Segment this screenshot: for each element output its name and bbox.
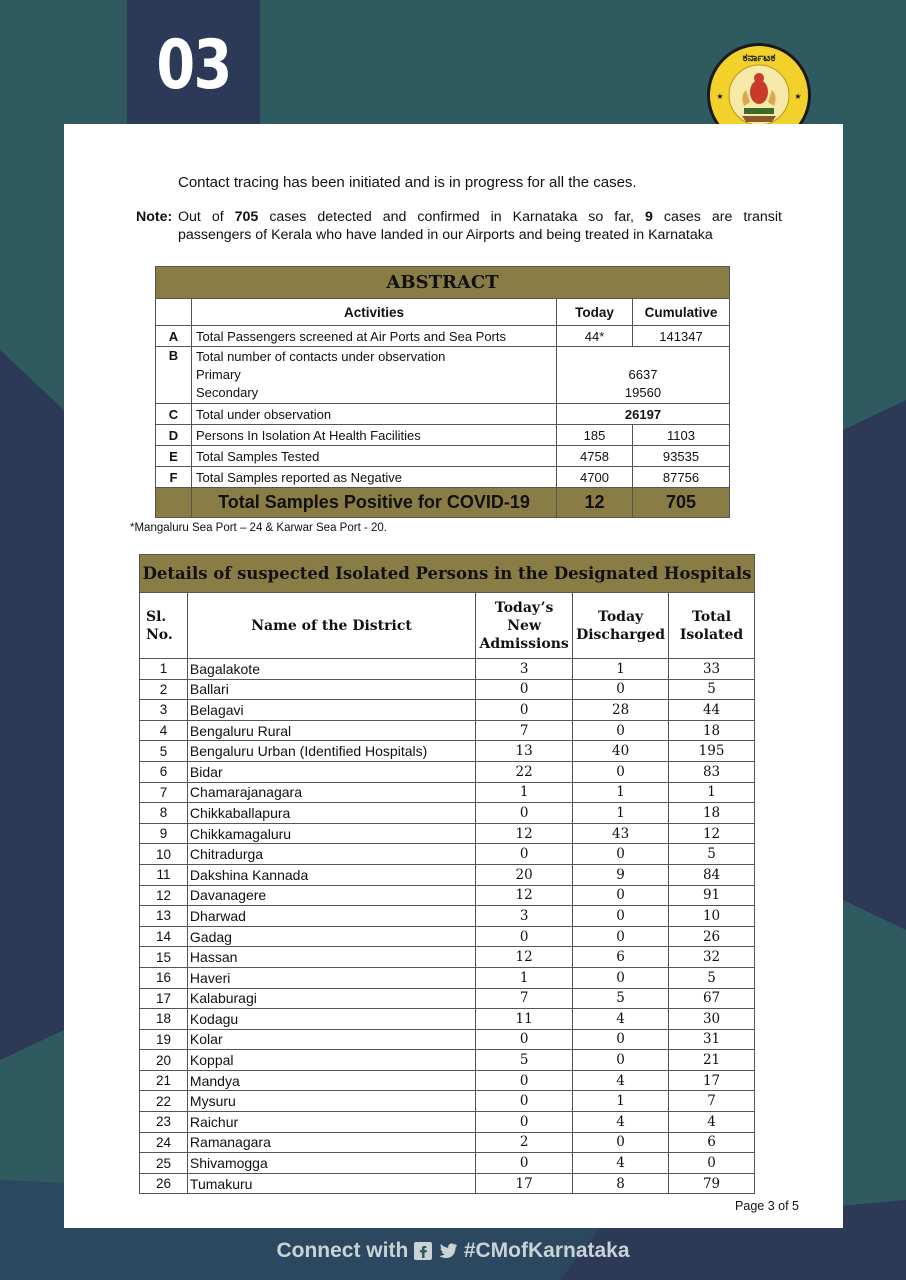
row-district: Ramanagara [187, 1132, 475, 1153]
table-row [140, 926, 755, 947]
header-total-isolated: Total Isolated [669, 593, 755, 659]
row-discharged: 0 [573, 679, 669, 700]
row-district: Chamarajanagara [187, 782, 475, 803]
row-district: Bidar [187, 761, 475, 782]
note-line-2: passengers of Kerala who have landed in our Airports and being treated in Karnataka [178, 227, 713, 243]
row-district: Ballari [187, 679, 475, 700]
row-new-admissions: 12 [476, 823, 573, 844]
row-new-admissions: 7 [476, 720, 573, 741]
row-sl-no: 16 [140, 967, 188, 988]
table-row [140, 1112, 755, 1133]
row-district: Mandya [187, 1070, 475, 1091]
twitter-icon[interactable] [438, 1242, 458, 1260]
row-district: Bengaluru Urban (Identified Hospitals) [187, 741, 475, 762]
table-row [140, 1050, 755, 1071]
row-district: Bagalakote [187, 659, 475, 680]
row-new-admissions: 2 [476, 1132, 573, 1153]
row-sl-no: 7 [140, 782, 188, 803]
row-district: Chikkaballapura [187, 803, 475, 824]
row-district: Dharwad [187, 906, 475, 927]
table-row [140, 1132, 755, 1153]
abstract-row-total-positive: Total Samples Positive for COVID-19 12 705 [156, 488, 730, 518]
abstract-header-today: Today [557, 299, 633, 326]
row-new-admissions: 0 [476, 803, 573, 824]
row-total-isolated: 84 [669, 864, 755, 885]
row-sl-no: 17 [140, 988, 188, 1009]
row-new-admissions: 7 [476, 988, 573, 1009]
row-sl-no: 21 [140, 1070, 188, 1091]
table-row [140, 1091, 755, 1112]
row-total-isolated: 1 [669, 782, 755, 803]
row-new-admissions: 0 [476, 700, 573, 721]
row-new-admissions: 0 [476, 679, 573, 700]
table-row [140, 864, 755, 885]
svg-text:★: ★ [716, 92, 724, 101]
row-total-isolated: 12 [669, 823, 755, 844]
row-district: Shivamogga [187, 1153, 475, 1174]
row-new-admissions: 22 [476, 761, 573, 782]
row-discharged: 4 [573, 1070, 669, 1091]
abstract-row-f: F Total Samples reported as Negative 4700 87756 [156, 467, 730, 488]
facebook-icon[interactable] [414, 1242, 432, 1260]
row-new-admissions: 0 [476, 1153, 573, 1174]
row-total-isolated: 44 [669, 700, 755, 721]
row-discharged: 43 [573, 823, 669, 844]
table-row [140, 1070, 755, 1091]
row-district: Koppal [187, 1050, 475, 1071]
row-new-admissions: 0 [476, 1029, 573, 1050]
row-discharged: 0 [573, 1050, 669, 1071]
row-new-admissions: 12 [476, 947, 573, 968]
row-total-isolated: 83 [669, 761, 755, 782]
table-row [140, 988, 755, 1009]
row-sl-no: 4 [140, 720, 188, 741]
row-sl-no: 12 [140, 885, 188, 906]
table-row [140, 823, 755, 844]
table-row [140, 782, 755, 803]
row-new-admissions: 0 [476, 844, 573, 865]
svg-text:★: ★ [794, 92, 802, 101]
isolated-persons-table [139, 554, 755, 1194]
row-discharged: 4 [573, 1112, 669, 1133]
row-district: Kodagu [187, 1009, 475, 1030]
row-total-isolated: 30 [669, 1009, 755, 1030]
note-label: Note: [136, 209, 173, 225]
row-sl-no: 5 [140, 741, 188, 762]
row-new-admissions: 0 [476, 1070, 573, 1091]
row-district: Davanagere [187, 885, 475, 906]
row-total-isolated: 18 [669, 720, 755, 741]
row-discharged: 1 [573, 1091, 669, 1112]
row-total-isolated: 67 [669, 988, 755, 1009]
table-row [140, 1029, 755, 1050]
table-row [140, 844, 755, 865]
row-total-isolated: 18 [669, 803, 755, 824]
row-new-admissions: 11 [476, 1009, 573, 1030]
row-total-isolated: 7 [669, 1091, 755, 1112]
row-total-isolated: 5 [669, 844, 755, 865]
row-sl-no: 18 [140, 1009, 188, 1030]
row-new-admissions: 1 [476, 782, 573, 803]
row-total-isolated: 0 [669, 1153, 755, 1174]
table-row [140, 803, 755, 824]
row-discharged: 5 [573, 988, 669, 1009]
row-new-admissions: 12 [476, 885, 573, 906]
row-sl-no: 11 [140, 864, 188, 885]
row-total-isolated: 195 [669, 741, 755, 762]
row-sl-no: 19 [140, 1029, 188, 1050]
row-total-isolated: 5 [669, 967, 755, 988]
row-total-isolated: 79 [669, 1173, 755, 1194]
table-row [140, 947, 755, 968]
row-total-isolated: 6 [669, 1132, 755, 1153]
row-discharged: 0 [573, 720, 669, 741]
row-sl-no: 24 [140, 1132, 188, 1153]
seal-top-text: ಕರ್ನಾಟಕ [742, 51, 776, 64]
row-sl-no: 13 [140, 906, 188, 927]
row-sl-no: 26 [140, 1173, 188, 1194]
row-sl-no: 6 [140, 761, 188, 782]
table-row [140, 885, 755, 906]
row-total-isolated: 5 [669, 679, 755, 700]
contact-tracing-text: Contact tracing has been initiated and is in progress for all the cases. [178, 174, 637, 191]
footer [0, 1239, 906, 1263]
abstract-header-activities: Activities [192, 299, 557, 326]
row-sl-no: 8 [140, 803, 188, 824]
row-discharged: 0 [573, 761, 669, 782]
row-new-admissions: 13 [476, 741, 573, 762]
row-total-isolated: 31 [669, 1029, 755, 1050]
row-district: Chitradurga [187, 844, 475, 865]
row-sl-no: 14 [140, 926, 188, 947]
row-district: Kalaburagi [187, 988, 475, 1009]
row-sl-no: 25 [140, 1153, 188, 1174]
row-total-isolated: 4 [669, 1112, 755, 1133]
abstract-header-cumulative: Cumulative [633, 299, 730, 326]
footer-hashtag[interactable]: #CMofKarnataka [463, 1239, 630, 1262]
row-total-isolated: 26 [669, 926, 755, 947]
row-sl-no: 1 [140, 659, 188, 680]
row-discharged: 0 [573, 926, 669, 947]
row-discharged: 1 [573, 659, 669, 680]
note-line-1: Out of 705 cases detected and confirmed in Karnataka so far, 9 cases are transit [178, 209, 782, 225]
abstract-row-a: A Total Passengers screened at Air Ports and Sea Ports 44* 141347 [156, 326, 730, 347]
row-sl-no: 20 [140, 1050, 188, 1071]
row-new-admissions: 0 [476, 926, 573, 947]
footer-connect-text: Connect with [276, 1239, 409, 1262]
table-row [140, 659, 755, 680]
row-discharged: 40 [573, 741, 669, 762]
row-discharged: 0 [573, 906, 669, 927]
row-total-isolated: 21 [669, 1050, 755, 1071]
row-new-admissions: 5 [476, 1050, 573, 1071]
table-row [140, 679, 755, 700]
abstract-title: ABSTRACT [156, 267, 730, 299]
abstract-footnote: *Mangaluru Sea Port – 24 & Karwar Sea Port - 20. [130, 522, 387, 534]
row-district: Raichur [187, 1112, 475, 1133]
row-discharged: 9 [573, 864, 669, 885]
table-row [140, 906, 755, 927]
row-sl-no: 10 [140, 844, 188, 865]
abstract-row-d: D Persons In Isolation At Health Facilities 185 1103 [156, 425, 730, 446]
table-row [140, 1153, 755, 1174]
note-block [136, 208, 782, 244]
row-district: Bengaluru Rural [187, 720, 475, 741]
row-new-admissions: 0 [476, 1091, 573, 1112]
row-discharged: 0 [573, 967, 669, 988]
row-new-admissions: 20 [476, 864, 573, 885]
table-row [140, 741, 755, 762]
abstract-row-c: C Total under observation 26197 [156, 404, 730, 425]
table-row [140, 967, 755, 988]
row-district: Mysuru [187, 1091, 475, 1112]
row-discharged: 28 [573, 700, 669, 721]
details-title: Details of suspected Isolated Persons in the Designated Hospitals [140, 555, 755, 593]
table-row [140, 700, 755, 721]
row-new-admissions: 1 [476, 967, 573, 988]
row-sl-no: 22 [140, 1091, 188, 1112]
row-discharged: 1 [573, 803, 669, 824]
row-district: Chikkamagaluru [187, 823, 475, 844]
row-discharged: 4 [573, 1009, 669, 1030]
abstract-header-blank [156, 299, 192, 326]
row-discharged: 4 [573, 1153, 669, 1174]
row-discharged: 8 [573, 1173, 669, 1194]
row-district: Belagavi [187, 700, 475, 721]
page-number: 03 [156, 26, 231, 105]
row-discharged: 0 [573, 1029, 669, 1050]
row-new-admissions: 17 [476, 1173, 573, 1194]
row-new-admissions: 3 [476, 659, 573, 680]
details-body [140, 659, 755, 1194]
row-discharged: 6 [573, 947, 669, 968]
row-sl-no: 3 [140, 700, 188, 721]
table-row [140, 1009, 755, 1030]
header-discharged: Today Discharged [573, 593, 669, 659]
row-sl-no: 9 [140, 823, 188, 844]
header-sl-no: Sl. No. [140, 593, 188, 659]
row-discharged: 0 [573, 1132, 669, 1153]
row-district: Tumakuru [187, 1173, 475, 1194]
row-new-admissions: 3 [476, 906, 573, 927]
table-row [140, 1173, 755, 1194]
row-district: Hassan [187, 947, 475, 968]
row-sl-no: 23 [140, 1112, 188, 1133]
document-sheet [64, 124, 843, 1228]
row-sl-no: 2 [140, 679, 188, 700]
header-district: Name of the District [187, 593, 475, 659]
abstract-table [155, 266, 730, 518]
table-row [140, 761, 755, 782]
header-new-admissions: Today’s New Admissions [476, 593, 573, 659]
page-indicator: Page 3 of 5 [735, 1199, 799, 1213]
row-discharged: 1 [573, 782, 669, 803]
row-new-admissions: 0 [476, 1112, 573, 1133]
row-sl-no: 15 [140, 947, 188, 968]
abstract-row-b: B Total number of contacts under observation Primary Secondary 6637 19560 [156, 347, 730, 404]
row-district: Haveri [187, 967, 475, 988]
row-district: Gadag [187, 926, 475, 947]
abstract-row-e: E Total Samples Tested 4758 93535 [156, 446, 730, 467]
row-total-isolated: 32 [669, 947, 755, 968]
row-district: Dakshina Kannada [187, 864, 475, 885]
page-number-box [127, 0, 260, 124]
row-district: Kolar [187, 1029, 475, 1050]
table-row [140, 720, 755, 741]
row-total-isolated: 91 [669, 885, 755, 906]
row-discharged: 0 [573, 844, 669, 865]
row-discharged: 0 [573, 885, 669, 906]
row-total-isolated: 10 [669, 906, 755, 927]
row-total-isolated: 17 [669, 1070, 755, 1091]
row-total-isolated: 33 [669, 659, 755, 680]
